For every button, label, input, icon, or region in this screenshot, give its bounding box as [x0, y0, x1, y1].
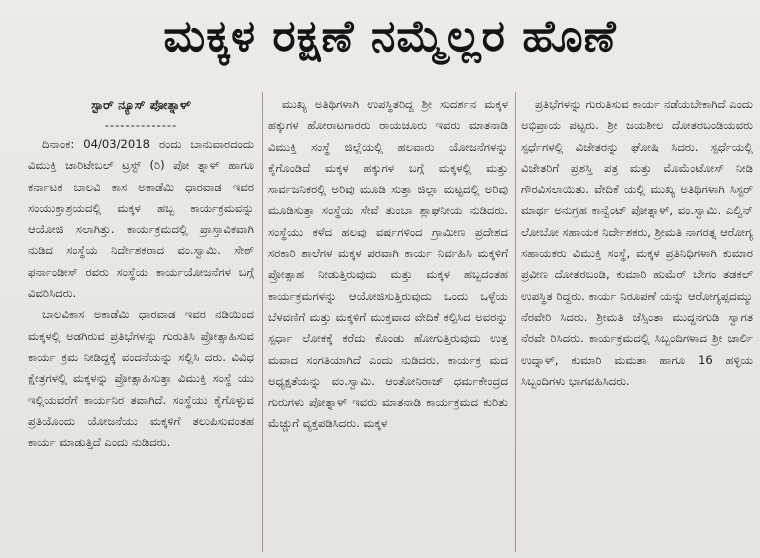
- paragraph: ಬಾಲವಿಕಾಸ ಅಕಾಡೆಮಿ ಧಾರವಾಡ ಇವರ ನಡಿಯಿಂದ ಮಕ್ಕಳಲ್ಲಿ ಅಡಗಿರುವ ಪ್ರತಿಭೆಗಳನ್ನು ಗುರುತಿಸಿ ಪ್ರೋತ್ಸಾಹಿಸುವ ಕಾರ್ಯ ಕ್ರಮ ನೀಡಿದ್ದಕ್ಕೆ ವಂದನೆಯನ್ನು ಸಲ್ಲಿಸಿ ದರು. ವಿವಿಧ ಕ್ಷೇತ್ರಗಳಲ್ಲಿ ಮಕ್ಕಳನ್ನು ಪ್ರೋತ್ಸಾಹಿಸುತ್ತಾ ವಿಮುಕ್ತಿ ಸಂಸ್ಥೆ ಯು ಇಲ್ಲಿಯವರೆಗೆ ಕಾರ್ಯನಿರ ತವಾಗಿದೆ. ಸಂಸ್ಥೆಯು ಕೈಗೊಳ್ಳುವ ಪ್ರತಿಯೊಂದು ಯೋಜನೆಯು ಮಕ್ಕಳಿಗೆ ತಲುಪಿಸುವಂತಹ ಕಾರ್ಯ ಮಾಡುತ್ತಿದೆ ಎಂದು ನುಡಿದರು.: [28, 307, 254, 450]
- paragraph: ಮುಖ್ಯ ಅತಿಥಿಗಳಾಗಿ ಉಪಸ್ಥಿತರಿದ್ದ ಶ್ರೀ ಸುದರ್ಶನ ಮಕ್ಕಳ ಹಕ್ಕುಗಳ ಹೋರಾಟಗಾರರು ರಾಯಚೂರು ಇವರು ಮಾತನಾಡಿ ವಿಮುಕ್ತಿ ಸಂಸ್ಥೆ ಜಿಲ್ಲೆಯಲ್ಲಿ ಹಲವಾರು ಯೋಜನೆಗಳನ್ನು ಕೈಗೊಂಡಿದೆ ಮಕ್ಕಳ ಹಕ್ಕುಗಳ ಬಗ್ಗೆ ಮಕ್ಕಳಲ್ಲಿ ಮತ್ತು ಸಾರ್ವಜನಿಕರಲ್ಲಿ ಅರಿವು ಮೂಡಿ ಸುತ್ತಾ ಜಿಲ್ಲಾ ಮಟ್ಟದಲ್ಲಿ ಅರಿವು ಮೂಡಿಸುತ್ತಾ ಸಂಸ್ಥೆಯ ಸೇವೆ ತುಂಬಾ ಶ್ಲಾಘನೀಯ ನುಡಿದರು. ಸಂಸ್ಥೆಯು ಕಳೆದ ಹಲವು ವರ್ಷಗಳಿಂದ ಗ್ರಾಮೀಣ ಪ್ರದೇಶದ ಸರಕಾರಿ ಶಾಲೆಗಳ ಮಕ್ಕಳ ಪರವಾಗಿ ಕಾರ್ಯ ನಿರ್ವಹಿಸಿ ಮಕ್ಕಳಿಗೆ ಪ್ರೋತ್ಸಾಹ ನೀಡುತ್ತಿರುವುದು ಮತ್ತು ಮಕ್ಕಳ ಹಬ್ಬದಂತಹ ಕಾರ್ಯಕ್ರಮಗಳನ್ನು ಆಯೋಜಿಸುತ್ತಿರುವುದು ಒಂದು ಒಳ್ಳೆಯ ಬೆಳವಣಿಗೆ ಮತ್ತು ಮಕ್ಕಳಿಗೆ ಮುಕ್ತವಾದ ವೇದಿಕೆ ಕಲ್ಪಿಸಿದ ಅವರನ್ನು ಸ್ಪರ್ಧಾ ಲೋಕಕ್ಕೆ ಕರೆದು ಕೊಂಡು ಹೋಗುತ್ತಿರುವುದು ಉತ್ತ ಮವಾದ ಸಂಗತಿಯಾಗಿದೆ ಎಂದು ನುಡಿದರು. ಕಾರ್ಯಕ್ರ ಮದ ಅಧ್ಯಕ್ಷತೆಯನ್ನು ವಂ.ಸ್ವಾಮಿ. ಆಂತೋನಿರಾಜ್ ಧರ್ಮಕೇಂದ್ರದ ಗುರುಗಳು ಪೋತ್ನಾಳ್ ಇವರು ಮಾತನಾಡಿ ಕಾರ್ಯಕ್ರಮದ ಕುರಿತು ಮೆಚ್ಚುಗೆ ವ್ಯಕ್ತಪಡಿಸಿದರು. ಮಕ್ಕಳ: [268, 97, 508, 431]
- byline-separator: --------------: [104, 118, 178, 132]
- byline: ಸ್ಟಾರ್ ನ್ಯೂಸ್ ಪೋತ್ನಾಳ್: [91, 97, 191, 112]
- bleed-through-text: [200, 70, 560, 90]
- paragraph: ದಿನಾಂಕ: 04/03/2018 ರಂದು ಬಾನುವಾರದಂದು ವಿಮುಕ್ತಿ ಚಾರಿಟೇಬಲ್ ಟ್ರಸ್ಟ್ (ರಿ) ಪೋ ತ್ನಾಳ್ ಹಾಗೂ ಕರ್ನಾಟಕ ಬಾಲವಿ ಕಾಸ ಅಕಾಡೆಮಿ ಧಾರವಾಡ ಇವರ ಸಂಯುಕ್ತಾಶ್ರಯದಲ್ಲಿ ಮಕ್ಕಳ ಹಬ್ಬ ಕಾರ್ಯಕ್ರಮವನ್ನು ಆಯೋಜಿ ಸಲಾಗಿತ್ತು. ಕಾರ್ಯಕ್ರಮದಲ್ಲಿ ಪ್ರಾಸ್ತಾವಿಕವಾಗಿ ನುಡಿದ ಸಂಸ್ಥೆಯ ನಿರ್ದೇಶಕರಾದ ವಂ.ಸ್ವಾಮಿ. ಸೇಠ್ ಫರ್ನಾಂಡೀಸ್ ರವರು ಸಂಸ್ಥೆಯ ಕಾರ್ಯಯೋಜನೆಗಳ ಬಗ್ಗೆ ವಿವರಿಸಿದರು.: [28, 137, 254, 301]
- column-divider: [262, 92, 263, 552]
- paragraph: ಪ್ರತಿಭೆಗಳನ್ನು ಗುರುತಿಸುವ ಕಾರ್ಯ ನಡೆಯಬೇಕಾಗಿದೆ ಎಂದು ಅಭಿಪ್ರಾಯ ಪಟ್ಟರು. ಶ್ರೀ ಜಯಶೀಲ ದೋತರಬಂಡಿಯವರು ಸ್ಪರ್ಧೆಗಳಲ್ಲಿ ವಿಜೇತರನ್ನು ಘೋಷಿ ಸಿದರು. ಸ್ಪರ್ಧೆಯಲ್ಲಿ ವಿಜೇತರಿಗೆ ಪ್ರಶಸ್ತಿ ಪತ್ರ ಮತ್ತು ಮೊಮೆಂಟೋಸ್ ನೀಡಿ ಗೌರವಿಸಲಾಯಿತು. ವೇದಿಕೆ ಯಲ್ಲಿ ಮುಖ್ಯ ಅತಿಥಿಗಳಾಗಿ ಸಿಸ್ಟರ್ ಮಾರ್ಥ ಅನುಗ್ರಹ ಕಾನ್ವೆಂಟ್ ಪೋತ್ನಾಳ್, ವಂ.ಸ್ವಾಮಿ. ಎಲ್ವಿನ್ ಲೋಬೋ ಸಹಾಯಕ ನಿರ್ದೇಶಕರು, ಶ್ರೀಮತಿ ನಾಗರತ್ನ ಆರೋಗ್ಯ ಸಹಾಯಕರು ವಿಮುಕ್ತಿ ಸಂಸ್ಥೆ, ಮಕ್ಕಳ ಪ್ರತಿನಿಧಿಗಳಾಗಿ ಕುಮಾರ ಪ್ರವೀಣ ದೋತರಬಂಡಿ, ಕುಮಾರಿ ಹುಮೆರ್ ಬೇಗಂ ತಡಕಲ್ ಉಪಸ್ಥಿತ ರಿದ್ದರು. ಕಾರ್ಯ ನಿರೂಪಣೆ ಯನ್ನು ಆರೋಗ್ಯಪ್ಪದಮ್ಮು ನೆರವೇರಿ ಸಿದರು. ಶ್ರೀಮತಿ ಜೆಸ್ಸಿಂತಾ ಮುದ್ದನಗುಡಿ ಸ್ವಾಗತ ನೆರವೇ ರಿಸಿದರು. ಕಾರ್ಯಕ್ರಮದಲ್ಲಿ ಸಿಬ್ಬಂದಿಗಳಾದ ಶ್ರೀ ಚಾರ್ಲಿ ಉದ್ನಾಳ್, ಕುಮಾರಿ ಮಮತಾ ಹಾಗೂ 16 ಹಳ್ಳಿಯ ಸಿಬ್ಬಂದಿಗಳು ಭಾಗವಹಿಸಿದರು.: [521, 97, 753, 388]
- article-column-1: [28, 94, 254, 552]
- article-column-3: [521, 94, 753, 552]
- column-divider: [515, 92, 516, 552]
- article-column-2: [268, 94, 508, 552]
- headline: ಮಕ್ಕಳ ರಕ್ಷಣೆ ನಮ್ಮೆಲ್ಲರ ಹೊಣೆ: [163, 11, 617, 62]
